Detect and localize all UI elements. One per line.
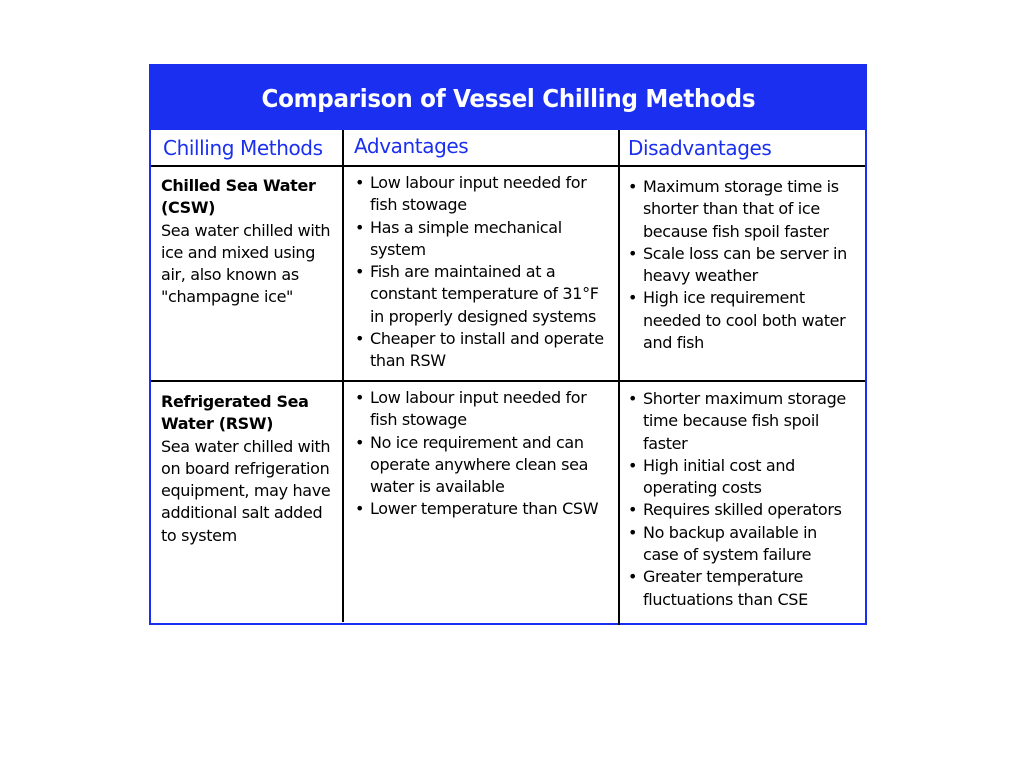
method-description: Sea water chilled with on board refrigeration equipment, may have additional salt added to system xyxy=(161,436,331,545)
list-item: • Fish are maintained at a constant temperature of 31°F in properly designed systems xyxy=(355,261,617,328)
table-title: Comparison of Vessel Chilling Methods xyxy=(261,83,755,113)
advantages-cell-rsw xyxy=(355,387,617,521)
method-cell-csw xyxy=(161,175,339,309)
disadvantages-list xyxy=(628,388,864,611)
list-item: • Low labour input needed for fish stowage xyxy=(355,172,617,217)
list-item: • Greater temperature fluctuations than CSE xyxy=(628,566,864,611)
row-divider xyxy=(151,380,865,382)
header-disadvantages: Disadvantages xyxy=(628,136,772,160)
disadvantages-list xyxy=(628,176,864,354)
list-item: • Scale loss can be server in heavy weather xyxy=(628,243,864,288)
list-item: • Lower temperature than CSW xyxy=(355,498,617,520)
disadvantages-cell-rsw xyxy=(628,388,864,611)
header-divider xyxy=(151,165,865,167)
list-item: • High initial cost and operating costs xyxy=(628,455,864,500)
method-name: Chilled Sea Water (CSW) xyxy=(161,176,316,218)
table-title-bar xyxy=(151,66,865,130)
list-item: • High ice requirement needed to cool both water and fish xyxy=(628,287,864,354)
list-item: • Low labour input needed for fish stowage xyxy=(355,387,617,432)
comparison-table xyxy=(149,64,867,625)
method-cell-rsw xyxy=(161,391,339,547)
column-divider xyxy=(618,130,620,625)
header-advantages: Advantages xyxy=(354,134,469,158)
column-divider xyxy=(342,130,344,622)
list-item: • Cheaper to install and operate than RSW xyxy=(355,328,617,373)
method-name: Refrigerated Sea Water (RSW) xyxy=(161,392,309,434)
list-item: • Requires skilled operators xyxy=(628,499,864,521)
list-item: • No ice requirement and can operate anywhere clean sea water is available xyxy=(355,432,617,499)
header-chilling-methods: Chilling Methods xyxy=(163,136,323,160)
method-description: Sea water chilled with ice and mixed using air, also known as "champagne ice" xyxy=(161,220,331,307)
list-item: • Has a simple mechanical system xyxy=(355,217,617,262)
advantages-list xyxy=(355,172,617,373)
list-item: • No backup available in case of system failure xyxy=(628,522,864,567)
list-item: • Shorter maximum storage time because fish spoil faster xyxy=(628,388,864,455)
disadvantages-cell-csw xyxy=(628,176,864,354)
advantages-cell-csw xyxy=(355,172,617,373)
advantages-list xyxy=(355,387,617,521)
list-item: • Maximum storage time is shorter than that of ice because fish spoil faster xyxy=(628,176,864,243)
